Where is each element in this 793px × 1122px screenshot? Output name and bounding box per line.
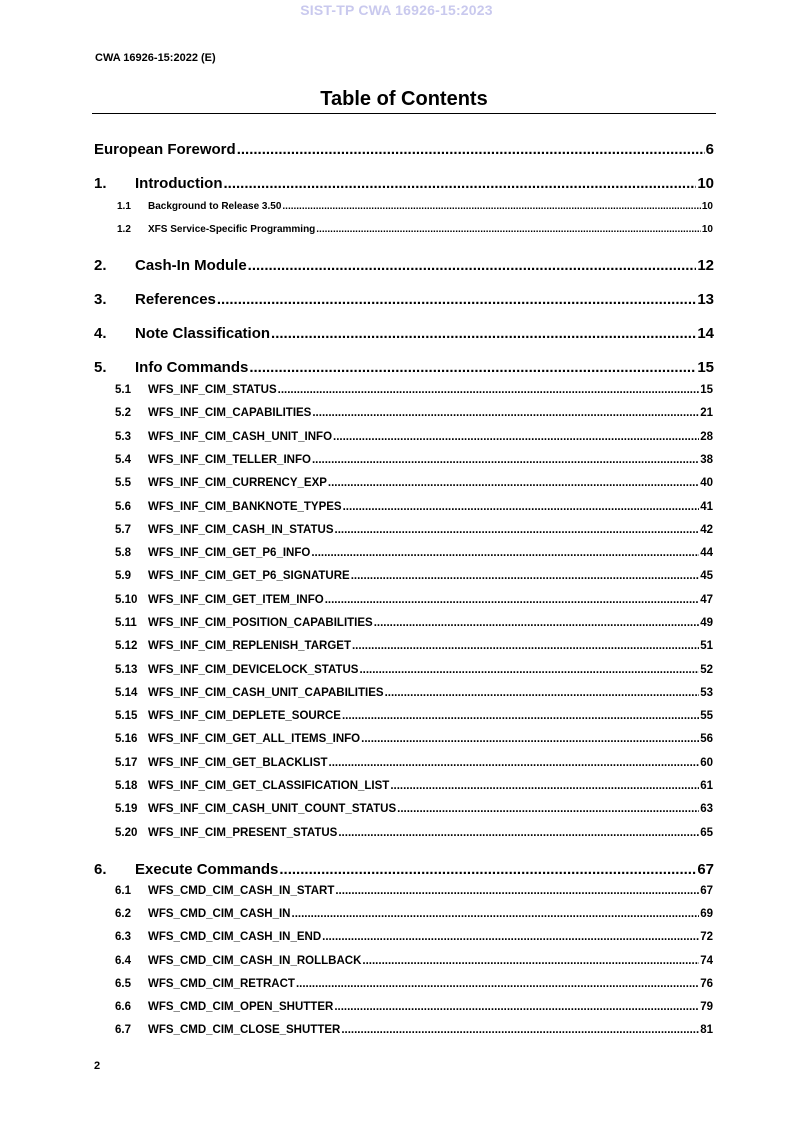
toc-entry[interactable] [115,594,713,606]
toc-dot-leader [278,384,700,396]
toc-dot-leader [282,201,700,212]
toc-dot-leader [343,501,700,513]
toc-entry-number: 5.15 [115,710,138,722]
toc-entry[interactable] [115,617,713,629]
toc-entry-label: XFS Service-Specific Programming [148,224,316,235]
toc-entry-label: WFS_CMD_CIM_CASH_IN_START [148,885,335,897]
toc-entry-number: 6.5 [115,978,131,990]
toc-dot-leader [333,431,699,443]
toc-entry[interactable] [115,885,713,897]
toc-entry-page: 63 [700,803,713,815]
toc-entry-label: WFS_INF_CIM_CAPABILITIES [148,407,312,419]
toc-entry-page: 40 [700,477,713,489]
toc-entry[interactable] [115,803,713,815]
toc-dot-leader [296,978,699,990]
toc-entry[interactable] [115,827,713,839]
toc-entry-label: References [135,291,216,308]
toc-entry-number: 5.10 [115,594,138,606]
toc-entry[interactable] [115,757,713,769]
toc-entry-page: 44 [700,547,713,559]
toc-dot-leader [223,175,696,192]
toc-entry-page: 15 [697,359,714,376]
toc-entry[interactable] [94,359,714,376]
toc-entry-page: 21 [700,407,713,419]
toc-entry-page: 72 [700,931,713,943]
toc-entry[interactable] [115,1024,713,1036]
toc-entry[interactable] [115,547,713,559]
toc-entry-page: 42 [700,524,713,536]
toc-entry-label: Introduction [135,175,223,192]
toc-entry-number: 5. [94,359,107,376]
toc-entry-page: 52 [700,664,713,676]
toc-entry-number: 5.14 [115,687,138,699]
toc-entry[interactable] [115,384,713,396]
toc-entry[interactable] [117,224,713,235]
toc-dot-leader [312,407,699,419]
toc-entry-page: 47 [700,594,713,606]
toc-entry-number: 1.2 [117,224,131,235]
toc-entry-page: 49 [700,617,713,629]
toc-entry-number: 6.7 [115,1024,131,1036]
toc-entry-page: 6 [705,141,714,158]
toc-entry-label: WFS_INF_CIM_GET_ALL_ITEMS_INFO [148,733,361,745]
toc-entry[interactable] [115,570,713,582]
toc-dot-leader [338,827,699,839]
toc-dot-leader [351,570,699,582]
toc-entry-label: WFS_INF_CIM_DEVICELOCK_STATUS [148,664,359,676]
toc-entry-page: 76 [700,978,713,990]
toc-entry[interactable] [115,454,713,466]
toc-entry[interactable] [115,733,713,745]
toc-dot-leader [311,547,699,559]
toc-entry-label: Note Classification [135,325,271,342]
document-id: CWA 16926-15:2022 (E) [95,52,216,64]
toc-entry-page: 55 [700,710,713,722]
toc-entry-number: 5.17 [115,757,138,769]
toc-entry-number: 5.11 [115,617,137,629]
toc-entry-page: 74 [700,955,713,967]
toc-entry[interactable] [115,477,713,489]
toc-entry-number: 6.2 [115,908,131,920]
toc-entry-number: 6.6 [115,1001,131,1013]
toc-entry-page: 60 [700,757,713,769]
toc-entry-label: WFS_CMD_CIM_RETRACT [148,978,295,990]
toc-entry-label: WFS_INF_CIM_BANKNOTE_TYPES [148,501,342,513]
toc-entry[interactable] [117,201,713,212]
toc-entry-label: WFS_CMD_CIM_CLOSE_SHUTTER [148,1024,341,1036]
toc-entry-number: 4. [94,325,107,342]
toc-entry[interactable] [115,978,713,990]
toc-entry-number: 5.16 [115,733,138,745]
toc-entry[interactable] [115,780,713,792]
toc-dot-leader [329,757,700,769]
toc-dot-leader [362,955,699,967]
toc-entry[interactable] [115,501,713,513]
toc-entry[interactable] [115,664,713,676]
toc-title: Table of Contents [320,88,488,110]
toc-dot-leader [359,664,699,676]
toc-entry-page: 41 [700,501,713,513]
toc-entry[interactable] [94,175,714,192]
toc-entry-label: WFS_INF_CIM_GET_P6_INFO [148,547,311,559]
toc-entry-page: 79 [700,1001,713,1013]
toc-entry-page: 38 [700,454,713,466]
toc-entry-label: Background to Release 3.50 [148,201,282,212]
toc-entry-page: 67 [697,861,714,878]
toc-entry-label: WFS_INF_CIM_STATUS [148,384,277,396]
toc-entry-page: 65 [700,827,713,839]
toc-entry-number: 6.3 [115,931,131,943]
toc-dot-leader [248,257,697,274]
toc-entry[interactable] [94,257,714,274]
toc-dot-leader [312,454,699,466]
toc-entry-label: WFS_INF_CIM_REPLENISH_TARGET [148,640,351,652]
toc-entry-page: 15 [700,384,713,396]
toc-entry-number: 5.8 [115,547,131,559]
toc-entry-label: WFS_INF_CIM_PRESENT_STATUS [148,827,338,839]
toc-dot-leader [335,885,699,897]
toc-entry-page: 56 [700,733,713,745]
toc-dot-leader [335,524,700,536]
toc-dot-leader [352,640,699,652]
toc-entry-label: WFS_INF_CIM_GET_BLACKLIST [148,757,328,769]
toc-dot-leader [292,908,700,920]
toc-entry-label: WFS_INF_CIM_TELLER_INFO [148,454,311,466]
toc-entry[interactable] [115,407,713,419]
toc-entry-number: 5.12 [115,640,138,652]
toc-entry[interactable] [115,431,713,443]
toc-entry-page: 69 [700,908,713,920]
toc-entry-number: 1. [94,175,107,192]
toc-dot-leader [328,477,699,489]
toc-dot-leader [217,291,696,308]
toc-dot-leader [271,325,696,342]
toc-entry-label: WFS_INF_CIM_POSITION_CAPABILITIES [148,617,373,629]
toc-dot-leader [334,1001,699,1013]
toc-entry-label: WFS_CMD_CIM_OPEN_SHUTTER [148,1001,334,1013]
page-number: 2 [94,1060,101,1072]
toc-entry-page: 12 [697,257,714,274]
toc-entry[interactable] [115,524,713,536]
toc-entry[interactable] [94,291,714,308]
toc-dot-leader [385,687,700,699]
toc-entry[interactable] [115,931,713,943]
toc-entry-number: 5.20 [115,827,138,839]
toc-entry-label: WFS_CMD_CIM_CASH_IN_ROLLBACK [148,955,362,967]
toc-entry-number: 5.6 [115,501,131,513]
toc-dot-leader [249,359,696,376]
toc-entry-page: 10 [701,201,713,212]
toc-entry-page: 13 [697,291,714,308]
toc-entry[interactable] [115,1001,713,1013]
toc-entry-page: 14 [697,325,714,342]
toc-dot-leader [237,141,705,158]
toc-entry-page: 51 [700,640,713,652]
toc-entry-label: Info Commands [135,359,249,376]
toc-entry-label: WFS_CMD_CIM_CASH_IN [148,908,291,920]
toc-dot-leader [279,861,696,878]
toc-entry[interactable] [115,710,713,722]
toc-dot-leader [316,224,701,235]
toc-entry-number: 6.4 [115,955,131,967]
toc-dot-leader [325,594,699,606]
toc-entry[interactable] [94,141,714,158]
toc-dot-leader [361,733,699,745]
toc-entry[interactable] [94,325,714,342]
toc-entry-number: 2. [94,257,107,274]
toc-entry-number: 5.3 [115,431,131,443]
toc-dot-leader [342,710,699,722]
toc-entry-number: 5.19 [115,803,138,815]
toc-entry-number: 5.4 [115,454,131,466]
toc-entry[interactable] [115,955,713,967]
toc-entry-label: European Foreword [94,141,236,158]
toc-entry-label: WFS_INF_CIM_CASH_IN_STATUS [148,524,334,536]
toc-entry-label: WFS_INF_CIM_CASH_UNIT_CAPABILITIES [148,687,384,699]
toc-entry-page: 53 [700,687,713,699]
toc-entry-label: WFS_INF_CIM_CASH_UNIT_INFO [148,431,333,443]
toc-entry-number: 5.9 [115,570,131,582]
toc-entry-page: 81 [700,1024,713,1036]
toc-entry[interactable] [115,640,713,652]
toc-entry-number: 6.1 [115,885,131,897]
toc-entry-page: 28 [700,431,713,443]
toc-entry-label: WFS_INF_CIM_GET_ITEM_INFO [148,594,324,606]
toc-entry-label: WFS_INF_CIM_CASH_UNIT_COUNT_STATUS [148,803,397,815]
toc-entry[interactable] [115,908,713,920]
toc-entry-page: 10 [701,224,713,235]
toc-dot-leader [322,931,699,943]
toc-entry-number: 5.13 [115,664,138,676]
toc-entry-page: 45 [700,570,713,582]
toc-entry-number: 6. [94,861,107,878]
watermark: SIST-TP CWA 16926-15:2023 [300,2,493,18]
toc-entry[interactable] [115,687,713,699]
toc-entry-number: 3. [94,291,107,308]
toc-entry-page: 61 [700,780,713,792]
toc-entry-number: 5.18 [115,780,138,792]
toc-entry-number: 5.7 [115,524,131,536]
toc-entry-label: WFS_INF_CIM_GET_CLASSIFICATION_LIST [148,780,390,792]
toc-entry-number: 5.2 [115,407,131,419]
toc-dot-leader [397,803,699,815]
toc-entry-label: WFS_CMD_CIM_CASH_IN_END [148,931,322,943]
toc-entry-page: 10 [697,175,714,192]
toc-entry-number: 5.5 [115,477,131,489]
toc-entry-page: 67 [700,885,713,897]
toc-entry-label: Execute Commands [135,861,279,878]
toc-entry-number: 5.1 [115,384,131,396]
toc-entry-label: WFS_INF_CIM_DEPLETE_SOURCE [148,710,341,722]
toc-entry-label: WFS_INF_CIM_GET_P6_SIGNATURE [148,570,350,582]
toc-dot-leader [341,1024,699,1036]
toc-dot-leader [390,780,699,792]
toc-entry-label: WFS_INF_CIM_CURRENCY_EXP [148,477,327,489]
toc-entry[interactable] [94,861,714,878]
toc-dot-leader [374,617,700,629]
toc-entry-label: Cash-In Module [135,257,247,274]
toc-entry-number: 1.1 [117,201,131,212]
